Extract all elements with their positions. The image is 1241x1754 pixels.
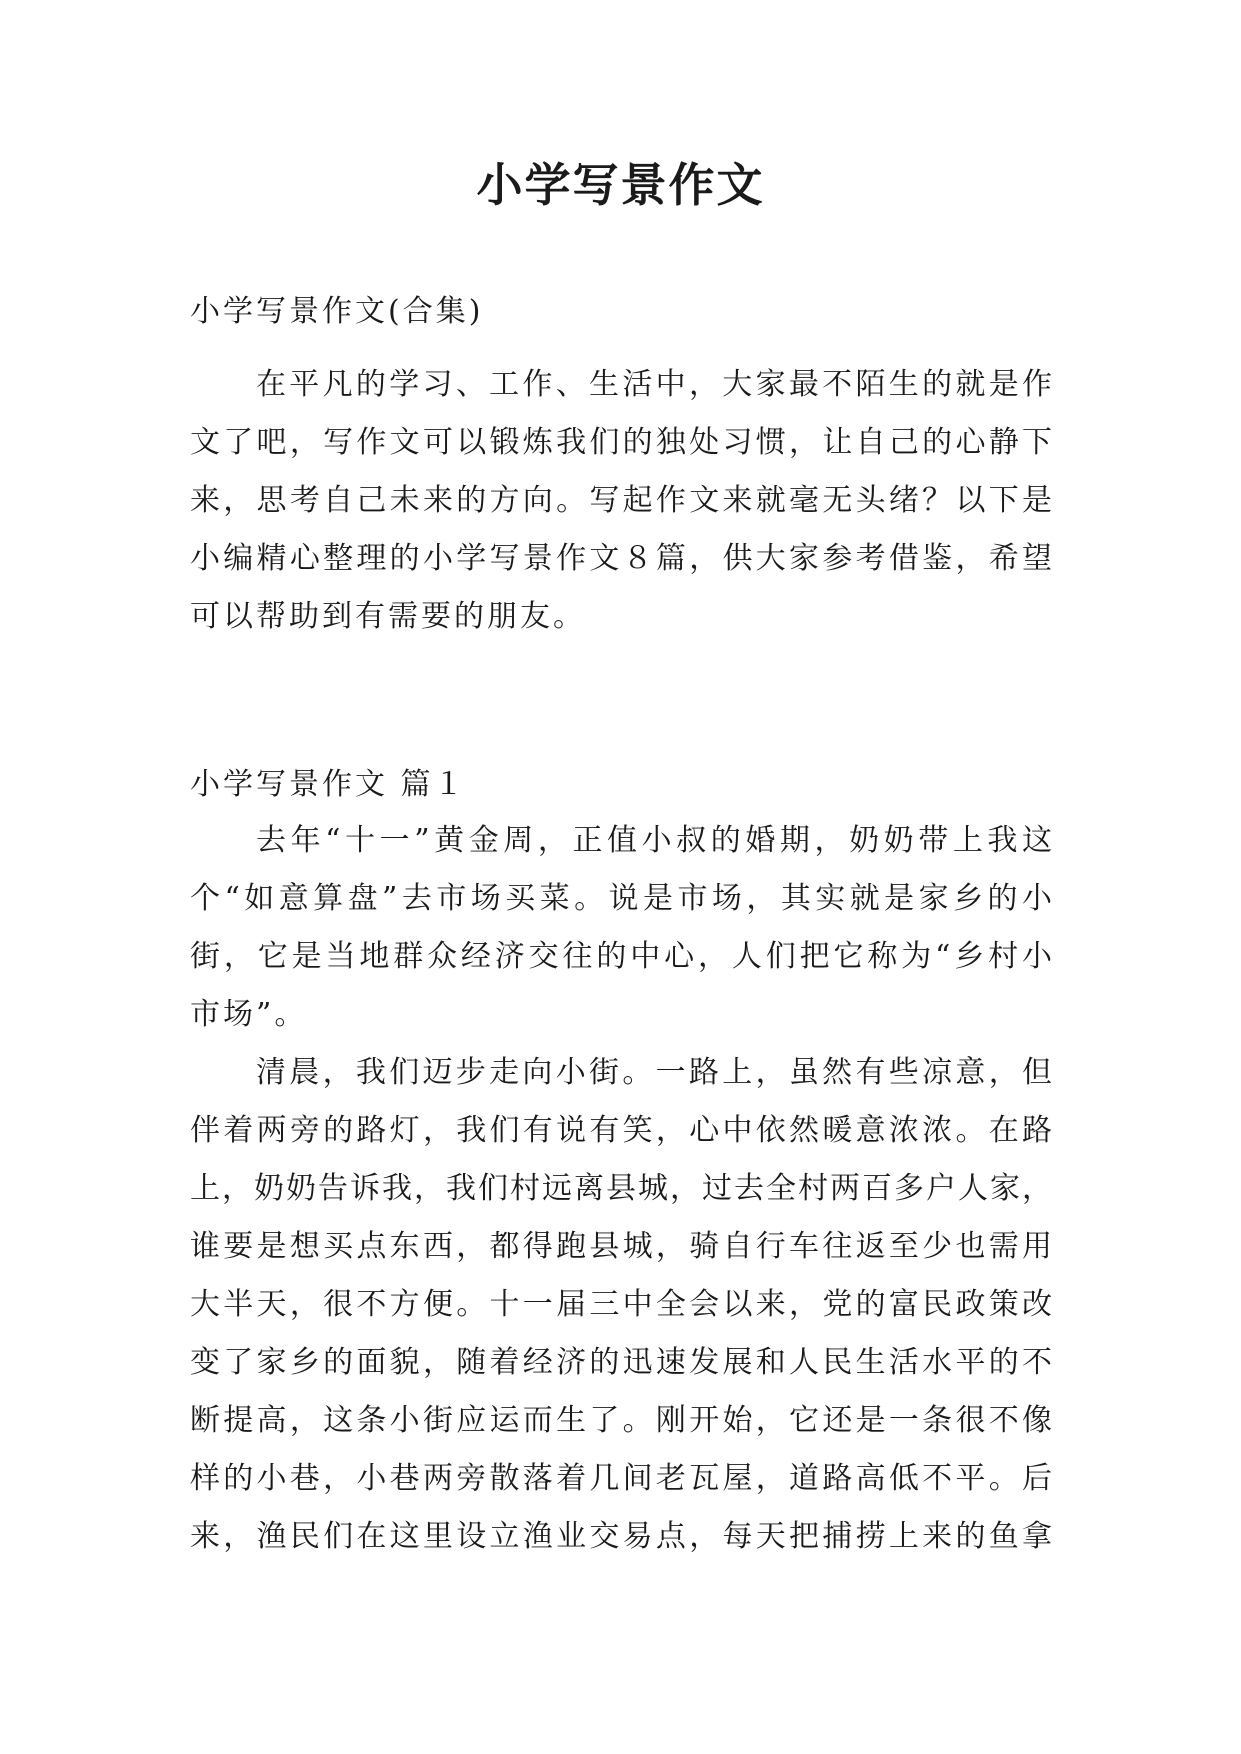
body-paragraph-1 [190, 812, 1052, 1044]
paragraph-line: 市场”。 [190, 997, 308, 1032]
paragraph-line: 大半天，很不方便。十一届三中全会以来，党的富民政策改 [190, 1287, 1052, 1322]
paragraph-line: 变了家乡的面貌，随着经济的迅速发展和人民生活水平的不 [190, 1345, 1052, 1380]
paragraph-line: 谁要是想买点东西，都得跑县城，骑自行车往返至少也需用 [190, 1229, 1052, 1264]
paragraph-line: 街，它是当地群众经济交往的中心，人们把它称为“乡村小 [190, 939, 1052, 974]
paragraph-line: 样的小巷，小巷两旁散落着几间老瓦屋，道路高低不平。后 [190, 1461, 1052, 1496]
paragraph-line: 上，奶奶告诉我，我们村远离县城，过去全村两百多户人家， [190, 1171, 1052, 1206]
paragraph-line: 来，思考自己未来的方向。写起作文来就毫无头绪？以下是 [190, 483, 1052, 518]
paragraph-line: 断提高，这条小街应运而生了。刚开始，它还是一条很不像 [190, 1403, 1052, 1438]
document-subtitle: 小学写景作文(合集) [190, 294, 484, 329]
section-heading: 小学写景作文 篇１ [190, 767, 467, 802]
paragraph-line: 去年“十一”黄金周，正值小叔的婚期，奶奶带上我这 [256, 823, 1052, 858]
paragraph-line: 文了吧，写作文可以锻炼我们的独处习惯，让自己的心静下 [190, 425, 1052, 460]
paragraph-line: 清晨，我们迈步走向小街。一路上，虽然有些凉意，但 [256, 1055, 1052, 1090]
document-title: 小学写景作文 [476, 158, 765, 212]
intro-paragraph [190, 356, 1052, 646]
paragraph-line: 在平凡的学习、工作、生活中，大家最不陌生的就是作 [256, 367, 1052, 402]
body-paragraph-2 [190, 1044, 1052, 1566]
paragraph-line: 来，渔民们在这里设立渔业交易点，每天把捕捞上来的鱼拿 [190, 1519, 1052, 1554]
paragraph-line: 小编精心整理的小学写景作文８篇，供大家参考借鉴，希望 [190, 541, 1052, 576]
paragraph-line: 伴着两旁的路灯，我们有说有笑，心中依然暖意浓浓。在路 [190, 1113, 1052, 1148]
paragraph-line: 可以帮助到有需要的朋友。 [190, 599, 586, 634]
paragraph-line: 个“如意算盘”去市场买菜。说是市场，其实就是家乡的小 [190, 881, 1052, 916]
